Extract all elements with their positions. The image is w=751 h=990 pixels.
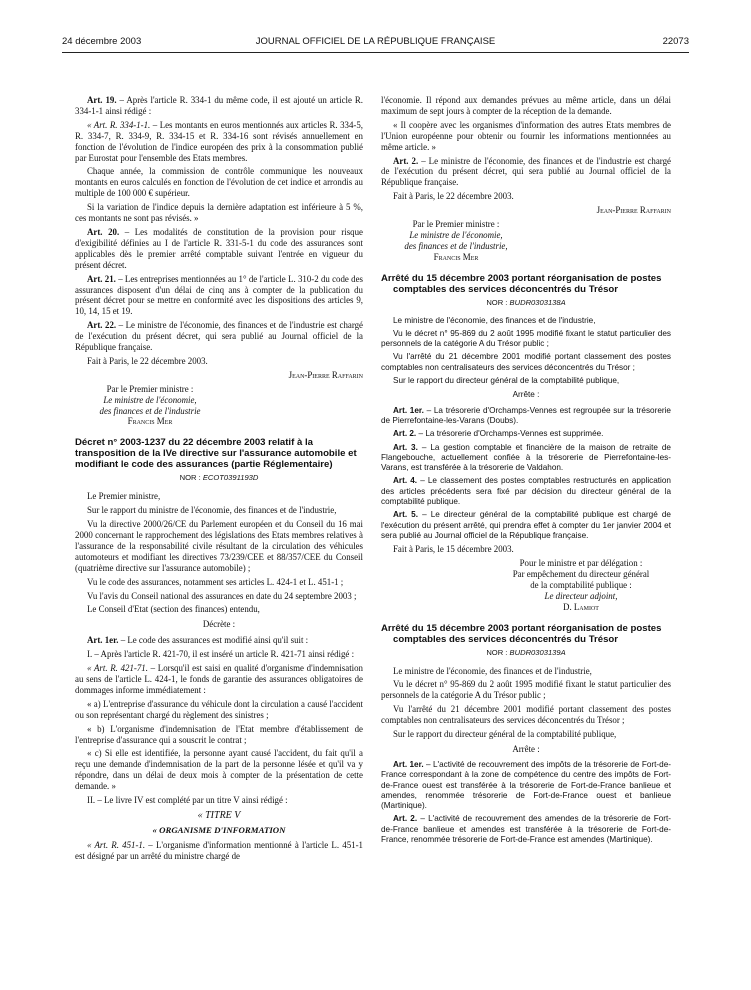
nor-label: NOR : — [179, 473, 203, 483]
article-label: Art. 22. — [87, 320, 117, 331]
article-text: – Les entreprises mentionnées au 1° de l'article L. 310-2 du code des assurances disposent d'un délai de cinq ans à compter de la publication du présent décret pour se mettre en conformité avec les dispositions des articles 9, 10, 14, 15 et 19. — [75, 273, 363, 317]
article-label: Art. 21. — [87, 273, 116, 284]
arrete-1-body — [381, 316, 671, 542]
titre-v: « TITRE V — [197, 809, 241, 821]
article-label: Art. 19. — [87, 95, 117, 105]
fait-a-paris: Fait à Paris, le 22 décembre 2003. — [87, 355, 208, 366]
paragraph-b: « b) L'organisme d'indemnisation de l'Etat membre d'établissement de l'entreprise d'assurance qui a souscrit le contrat ; — [75, 723, 363, 745]
paragraph-chaque-annee: Chaque année, la commission de contrôle communique les nouveaux montants en euros calculés en fonction de l'évolution de cet indice et arrondis au multiple de 100 000 € supérieur. — [75, 166, 363, 199]
paragraph-directive: Vu la directive 2000/26/CE du Parlement européen et du Conseil du 16 mai 2000 concernant le rapprochement des législations des Etats membres relatives à l'assurance de la responsabilité civile résultant de la circulation des véhicules automoteurs et modifiant les directives 73/239/CEE et 88/357/CEE du Conseil (quatrième directive sur l'assurance automobile) ; — [75, 519, 363, 573]
par-le-premier-ministre: Par le Premier ministre : — [412, 219, 500, 230]
delegation-line4: Le directeur adjoint, — [544, 590, 618, 601]
article-20 — [75, 227, 363, 271]
article-21 — [75, 274, 363, 318]
header-date: 24 décembre 2003 — [62, 36, 142, 47]
article-2 — [381, 814, 671, 845]
fait-a-paris: Fait à Paris, le 15 décembre 2003. — [393, 544, 514, 555]
par-le-premier-ministre: Par le Premier ministre : — [106, 383, 194, 394]
article-text: – Le ministre de l'économie, des finances et de l'industrie est chargé de l'exécution du présent décret, qui sera publié au Journal officiel de la République française. — [75, 320, 363, 353]
article-label: Art. 1er. — [87, 635, 119, 646]
paragraph-avis: Vu l'avis du Conseil national des assurances en date du 24 septembre 2003 ; — [87, 590, 357, 601]
article-label: Art. 2. — [393, 155, 419, 166]
paragraph-rapport: Sur le rapport du ministre de l'économie, des finances et de l'industrie, — [87, 505, 337, 516]
paragraph-II: II. – Le livre IV est complété par un titre V ainsi rédigé : — [87, 795, 288, 806]
paragraph-decret: Vu le décret n° 95-869 du 2 août 1995 modifié fixant le statut particulier des personnels de la catégorie A du Trésor public ; — [381, 679, 671, 701]
arrete-word: Arrête : — [512, 390, 540, 400]
paragraph-code: Vu le code des assurances, notamment ses articles L. 424-1 et L. 451-1 ; — [87, 576, 344, 587]
article-label: Art. 2. — [393, 429, 417, 439]
article-text: – La trésorerie d'Orchamps-Vennes est regroupée sur la trésorerie de Pierrefontaine-les-Varans (Doubs). — [381, 405, 671, 425]
article-22 — [75, 320, 363, 353]
arrete-2-articles — [381, 760, 671, 845]
article-text: – L'activité de recouvrement des amendes de la trésorerie de Fort-de-France banlieue et amendes est transférée à la trésorerie de Fort-de-France, renommée trésorerie de Fort-de-France est amendes (Martinique). — [381, 814, 671, 844]
article-1 — [381, 406, 671, 427]
article-label: « Art. R. 451-1. — [87, 839, 146, 850]
countersignature — [75, 384, 225, 428]
article-label: Art. 5. — [393, 510, 419, 520]
minister-title-line2: des finances et de l'industrie — [99, 405, 201, 416]
arrete-word: Arrête : — [512, 744, 540, 755]
article-r421-71 — [75, 663, 363, 696]
article-text: – Après l'article R. 334-1 du même code, il est ajouté un article R. 334-1-1 ainsi rédigé : — [75, 95, 363, 116]
article-label: Art. 20. — [87, 226, 120, 237]
fait-a-paris: Fait à Paris, le 22 décembre 2003. — [393, 191, 514, 202]
article-4 — [381, 476, 671, 507]
article-text: – Le directeur général de la comptabilité publique est chargé de l'exécution du présent arrêté, qui prendra effet à compter du 1er janvier 2004 et sera publié au Journal officiel de la République française. — [381, 510, 671, 540]
delegation-line1: Pour le ministre et par délégation : — [519, 558, 643, 569]
delegation-line2: Par empêchement du directeur général — [512, 569, 650, 580]
paragraph-variation: Si la variation de l'indice depuis la dernière adaptation est inférieure à 5 %, ces montants ne sont pas révisés. » — [75, 202, 363, 224]
arrete-2-title: Arrêté du 15 décembre 2003 portant réorganisation de postes comptables des services déconcentrés du Trésor — [381, 622, 662, 645]
paragraph-arrete-2001: Vu l'arrêté du 21 décembre 2001 modifié portant classement des postes comptables non centralisateurs des services déconcentrés du Trésor ; — [381, 704, 671, 726]
article-text: – Le ministre de l'économie, des finances et de l'industrie est chargé de l'exécution du présent décret, qui sera publié au Journal officiel de la République française. — [381, 155, 671, 188]
nor-label: NOR : — [486, 297, 510, 307]
article-text: – La trésorerie d'Orchamps-Vennes est supprimée. — [416, 429, 604, 439]
nor-code: BUDR0303139A — [509, 647, 566, 657]
article-text: – Les montants en euros mentionnés aux articles R. 334-5, R. 334-7, R. 334-9, R. 334-15 et R. 334-16 sont révisés annuellement en fonction de l'évolution de l'indice européen des prix à la consommation publié par Eurostat pour l'ensemble des Etats membres. — [75, 119, 364, 163]
minister-title-line1: Le ministre de l'économie, — [103, 394, 197, 405]
header-journal-title: JOURNAL OFFICIEL DE LA RÉPUBLIQUE FRANÇAISE — [255, 36, 496, 47]
header-page-number: 22073 — [662, 36, 689, 47]
decrete: Décrète : — [202, 619, 236, 630]
paragraph-conseil-etat: Le Conseil d'Etat (section des finances) entendu, — [87, 604, 260, 615]
minister-name: Francis Mer — [433, 251, 479, 262]
article-label: « Art. R. 421-71. — [87, 663, 148, 674]
article-text: – Lorsqu'il est saisi en qualité d'organisme d'indemnisation au sens de l'article L. 424-1, le fonds de garantie des assurances obligatoires de dommages informe immédiatement : — [75, 663, 363, 695]
signer-name: Jean-Pierre Raffarin — [596, 205, 671, 216]
article-r334-1-1 — [75, 120, 363, 164]
delegation-signature — [491, 558, 671, 613]
minister-title-line1: Le ministre de l'économie, — [409, 229, 503, 240]
paragraph-continuation: l'économie. Il répond aux demandes prévues au même article, dans un délai maximum de sept jours à compter de la réception de la demande. — [381, 95, 671, 116]
paragraph-rapport: Sur le rapport du directeur général de la comptabilité publique, — [393, 729, 617, 740]
article-label: « Art. R. 334-1-1. — [87, 119, 151, 130]
arrete-1-nor — [381, 298, 671, 309]
paragraph-ministre: Le ministre de l'économie, des finances et de l'industrie, — [393, 665, 592, 676]
minister-name: Francis Mer — [127, 416, 173, 427]
minister-title-line2: des finances et de l'industrie, — [404, 240, 508, 251]
arrete-1-title: Arrêté du 15 décembre 2003 portant réorganisation de postes comptables des services déconcentrés du Trésor — [381, 272, 662, 295]
article-label: Art. 4. — [393, 476, 418, 486]
decree-title: Décret n° 2003-1237 du 22 décembre 2003 relatif à la transposition de la IVe directive sur l'assurance automobile et modifiant le code des assurances (partie Réglementaire) — [75, 437, 357, 471]
running-head — [62, 36, 689, 53]
paragraph-I: I. – Après l'article R. 421-70, il est inséré un article R. 421-71 ainsi rédigé : — [87, 649, 355, 660]
article-text: – L'organisme d'information mentionné à l'article L. 451-1 est désigné par un arrêté du ministre chargé de — [75, 839, 363, 861]
organisme-information-heading: « ORGANISME D'INFORMATION — [152, 824, 286, 835]
article-label: Art. 1er. — [393, 405, 424, 415]
left-column — [75, 95, 363, 865]
article-label: Art. 1er. — [393, 759, 424, 769]
article-text: – Le classement des postes comptables restructurés en application des articles précédents sera fixé par décision du directeur général de la comptabilité publique. — [381, 476, 671, 507]
article-5 — [381, 510, 671, 541]
article-text: – Les modalités de constitution de la provision pour risque d'exigibilité définies au I de l'article R. 331-5-1 du code des assurances sont applicables dès le premier arrêté comptable suivant l'entrée en vigueur du présent décret. — [75, 226, 363, 270]
paragraph-premier-ministre: Le Premier ministre, — [87, 491, 161, 502]
nor-code: ECOT0391193D — [202, 473, 259, 483]
paragraph-ministre: Le ministre de l'économie, des finances et de l'industrie, — [393, 315, 596, 325]
article-2 — [381, 429, 671, 439]
right-column — [381, 95, 671, 848]
delegation-line3: de la comptabilité publique : — [530, 579, 632, 590]
paragraph-coopere: « Il coopère avec les organismes d'information des autres Etats membres de l'Union européenne pour obtenir ou fournir les informations mentionnées au même article. » — [381, 119, 671, 152]
article-1 — [75, 635, 363, 646]
decree-nor — [75, 473, 363, 484]
paragraph-a: « a) L'entreprise d'assurance du véhicule dont la circulation a causé l'accident ou son représentant chargé du règlement des sinistres ; — [75, 698, 363, 720]
article-text: – La gestion comptable et financière de la maison de retraite de Flangebouche, actuellement confiée à la trésorerie de Pierrefontaine-les-Varans, est transférée à la trésorerie de Valdahon. — [381, 442, 671, 473]
article-r451-1 — [75, 840, 363, 862]
paragraph-rapport: Sur le rapport du directeur général de la comptabilité publique, — [393, 376, 620, 386]
article-19 — [75, 95, 363, 117]
arrete-2-nor — [381, 648, 671, 659]
nor-code: BUDR0303138A — [509, 297, 566, 307]
article-text: – L'activité de recouvrement des impôts de la trésorerie de Fort-de-France correspondant à la zone de compétence du centre des impôts de Fort-de-France ouest est transférée à la trésorerie de Fort-de-France banlieue et amendes, renommée trésorerie de Fort-de-France ouest et banlieue (Martinique). — [381, 759, 671, 811]
paragraph-arrete-2001: Vu l'arrêté du 21 décembre 2001 modifié portant classement des postes comptables non centralisateurs des services déconcentrés du Trésor ; — [381, 352, 671, 372]
signer-name: Jean-Pierre Raffarin — [288, 369, 363, 380]
article-label: Art. 2. — [393, 814, 418, 824]
article-label: Art. 3. — [393, 442, 418, 452]
article-2 — [381, 156, 671, 189]
article-text: – Le code des assurances est modifié ainsi qu'il suit : — [118, 635, 309, 646]
article-3 — [381, 443, 671, 474]
paragraph-c: « c) Si elle est identifiée, la personne ayant causé l'accident, du fait qu'il a reçu une demande d'indemnisation de la part de la personne lésée et qu'il va y répondre, dans un délai de deux mois à compter de la présentation de cette demande. » — [75, 748, 363, 792]
delegation-signer: D. Lamiot — [563, 601, 599, 612]
paragraph-decret: Vu le décret n° 95-869 du 2 août 1995 modifié fixant le statut particulier des personnels de la catégorie A du Trésor public ; — [381, 328, 671, 349]
nor-label: NOR : — [486, 647, 510, 657]
countersignature — [381, 219, 531, 263]
article-1 — [381, 760, 671, 811]
